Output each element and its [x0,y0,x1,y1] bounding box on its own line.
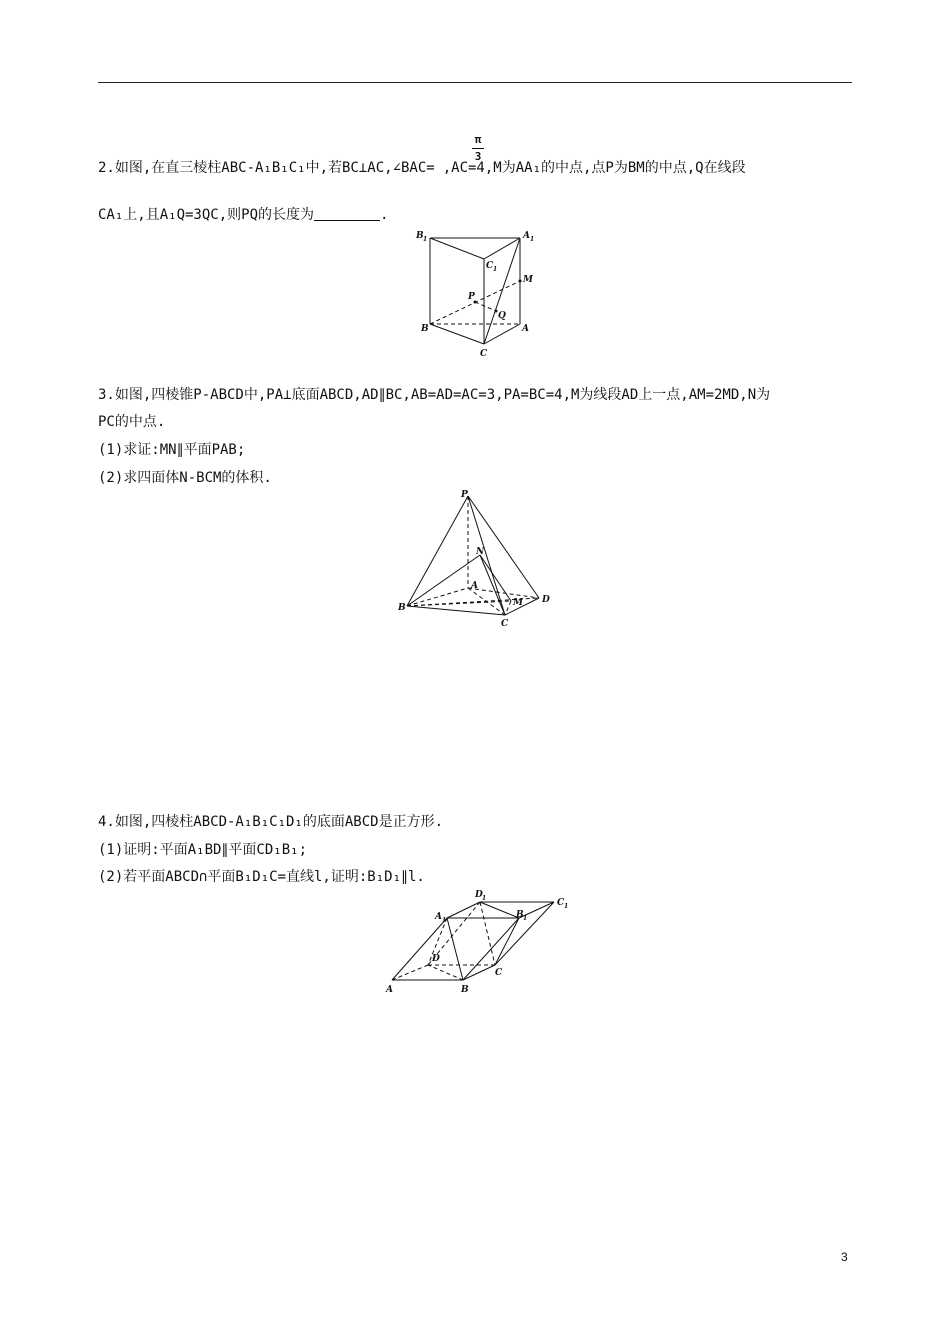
label-D1-sub: 1 [482,895,487,902]
problem2-text-d: . [380,207,389,223]
label-C: C [501,619,509,629]
label-A: A [471,581,478,591]
label-P: P [468,292,475,302]
problem4-line2: (1)证明:平面A₁BD∥平面CD₁B₁; [98,842,308,858]
label-C1: C [486,261,494,271]
label-Q: Q [498,311,506,321]
fraction-denominator: 3 [474,150,482,163]
prism-figure [410,226,550,361]
label-B1: B [516,910,524,920]
problem2-line2 [98,205,388,225]
label-B1-sub: 1 [523,915,528,922]
problem3-line4: (2)求四面体N-BCM的体积. [98,470,272,486]
parallelepiped-figure [382,886,572,998]
label-M: M [513,598,523,608]
label-B: B [461,985,469,995]
problem2-line1 [98,158,746,178]
label-C: C [480,349,488,359]
label-D1: D [475,890,483,900]
label-A1-sub: 1 [442,917,447,924]
problem3-line1: 3.如图,四棱锥P-ABCD中,PA⊥底面ABCD,AD∥BC,AB=AD=AC=3,PA=BC=4,M为线段AD上一点,AM=2MD,N为 [98,387,771,403]
problem2-text-b: ,AC=4,M为AA₁的中点,点P为BM的中点,Q在线段 [442,160,746,176]
answer-blank [314,206,380,221]
problem4-line3: (2)若平面ABCD∩平面B₁D₁C=直线l,证明:B₁D₁∥l. [98,869,425,885]
label-C1: C [557,898,565,908]
label-A: A [386,985,393,995]
problem2-text-a: 2.如图,在直三棱柱ABC-A₁B₁C₁中,若BC⊥AC,∠BAC= [98,160,435,176]
problem3-line3: (1)求证:MN∥平面PAB; [98,442,246,458]
label-P: P [461,490,468,500]
label-B: B [421,324,429,334]
label-A1: A [523,231,530,241]
label-A1: A [435,912,442,922]
label-B1-sub: 1 [423,236,428,243]
problem2-text-c: CA₁上,且A₁Q=3QC,则PQ的长度为 [98,207,315,223]
label-B: B [398,603,406,613]
fraction-numerator: π [474,133,482,146]
problem3-line2: PC的中点. [98,414,166,430]
pyramid-figure [395,488,560,628]
label-C1-sub: 1 [564,903,569,910]
header-rule [98,82,852,83]
problem4-line1: 4.如图,四棱柱ABCD-A₁B₁C₁D₁的底面ABCD是正方形. [98,814,444,830]
label-N: N [476,547,485,557]
label-D: D [432,954,440,964]
label-C1-sub: 1 [493,266,498,273]
page-number: 3 [841,1250,848,1264]
label-B1: B [416,231,424,241]
label-C: C [495,968,503,978]
label-A1-sub: 1 [530,236,535,243]
label-A: A [522,324,529,334]
fraction-bar [472,148,484,149]
label-D: D [542,595,550,605]
label-M: M [523,275,533,285]
